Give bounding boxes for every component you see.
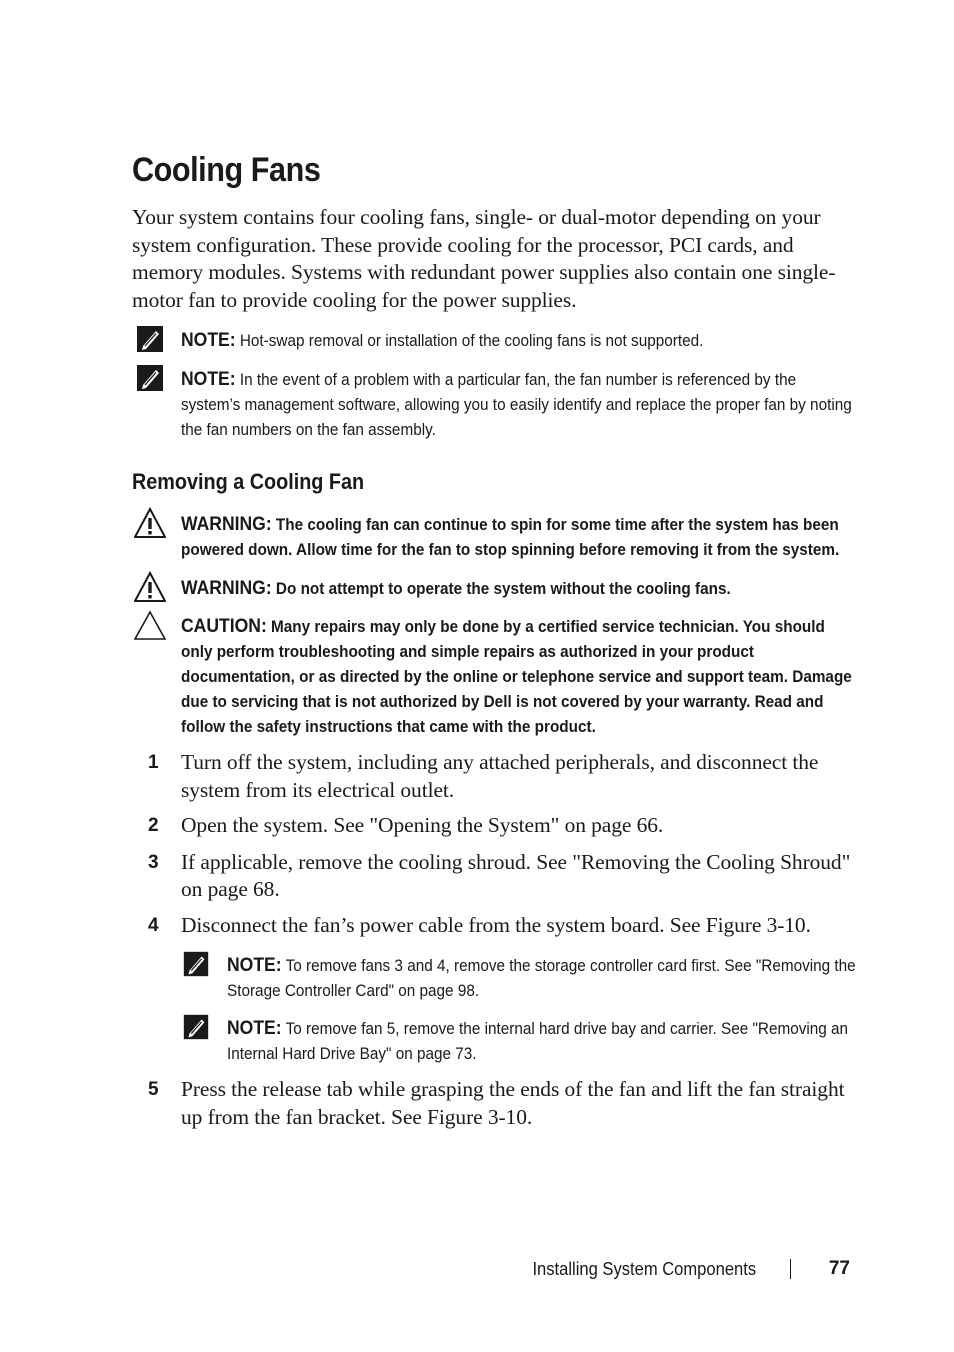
note-pencil-icon [134,362,166,394]
step-number: 4 [148,914,159,936]
note-fans-3-4 [132,953,858,1003]
warning-label: WARNING: [181,577,272,599]
note-text: To remove fans 3 and 4, remove the storage controller card first. See "Removing the Storage Controller Card" on page 98. [227,956,856,1000]
caution-repairs [132,614,858,739]
page-content [132,150,858,1131]
step-item [132,749,858,804]
step-number: 3 [148,851,159,873]
note-hot-swap [132,328,858,353]
step-item [132,1076,858,1131]
note-text: In the event of a problem with a particular fan, the fan number is referenced by the system’s management software, allowing you to easily identify and replace the proper fan by noting the fan numbers on the fan assembly. [181,370,852,439]
step-text: Press the release tab while grasping the ends of the fan and lift the fan straight up from the fan bracket. See Figure 3-10. [181,1077,845,1129]
step-number: 2 [148,815,159,836]
warning-label: WARNING: [181,513,272,535]
footer-section-title: Installing System Components [532,1258,756,1279]
step-item [132,812,858,840]
page-footer [513,1256,850,1282]
note-label: NOTE: [181,329,236,351]
step-text: If applicable, remove the cooling shroud. See "Removing the Cooling Shroud" on page 68. [181,849,851,901]
step-text: Open the system. See "Opening the System" on page 66. [181,813,664,837]
footer-divider [790,1259,791,1279]
intro-paragraph: Your system contains four cooling fans, single- or dual-motor depending on your system configuration. These provide cooling for the processor, PCI cards, and memory modules. Systems with redundant power supplies also contain one single-motor fan to provide cooling for the power supplies. [132,205,836,312]
note-label: NOTE: [181,368,236,390]
note-fan-number [132,367,858,442]
note-text: Hot-swap removal or installation of the cooling fans is not supported. [239,331,704,350]
warning-no-fans [132,576,858,601]
step-item [132,912,858,1067]
caution-text: Many repairs may only be done by a certified service technician. You should only perform troubleshooting and simple repairs as authorized in your product documentation, or as directed by the online or telephone service and support team. Damage due to servicing that is not authorized by Dell is not covered by your warranty. Read and follow the safety instructions that came with the product. [181,617,852,736]
note-label: NOTE: [227,1017,282,1039]
note-label: NOTE: [227,954,282,976]
step-item [132,849,858,904]
note-fan-5 [132,1016,858,1066]
note-pencil-icon [181,949,211,979]
procedure-steps [132,749,858,1131]
warning-text: Do not attempt to operate the system without the cooling fans. [275,579,731,598]
section-heading: Removing a Cooling Fan [132,469,365,494]
page-title: Cooling Fans [132,151,321,189]
step-number: 5 [148,1079,159,1100]
step-text: Turn off the system, including any attached peripherals, and disconnect the system from its electrical outlet. [181,750,819,802]
warning-text: The cooling fan can continue to spin for some time after the system has been powered down. Allow time for the fan to stop spinning before removing it from the system. [181,515,840,559]
caution-label: CAUTION: [181,615,267,637]
note-pencil-icon [181,1012,211,1042]
warning-triangle-icon [134,507,166,539]
step-number: 1 [148,752,159,773]
warning-triangle-icon [134,571,166,603]
note-text: To remove fan 5, remove the internal hard drive bay and carrier. See "Removing an Internal Hard Drive Bay" on page 73. [227,1019,849,1063]
page-number: 77 [828,1258,850,1279]
warning-fan-spin [132,512,858,562]
note-pencil-icon [134,323,166,355]
step-text: Disconnect the fan’s power cable from the system board. See Figure 3-10. [181,912,811,937]
caution-triangle-icon [134,609,166,641]
